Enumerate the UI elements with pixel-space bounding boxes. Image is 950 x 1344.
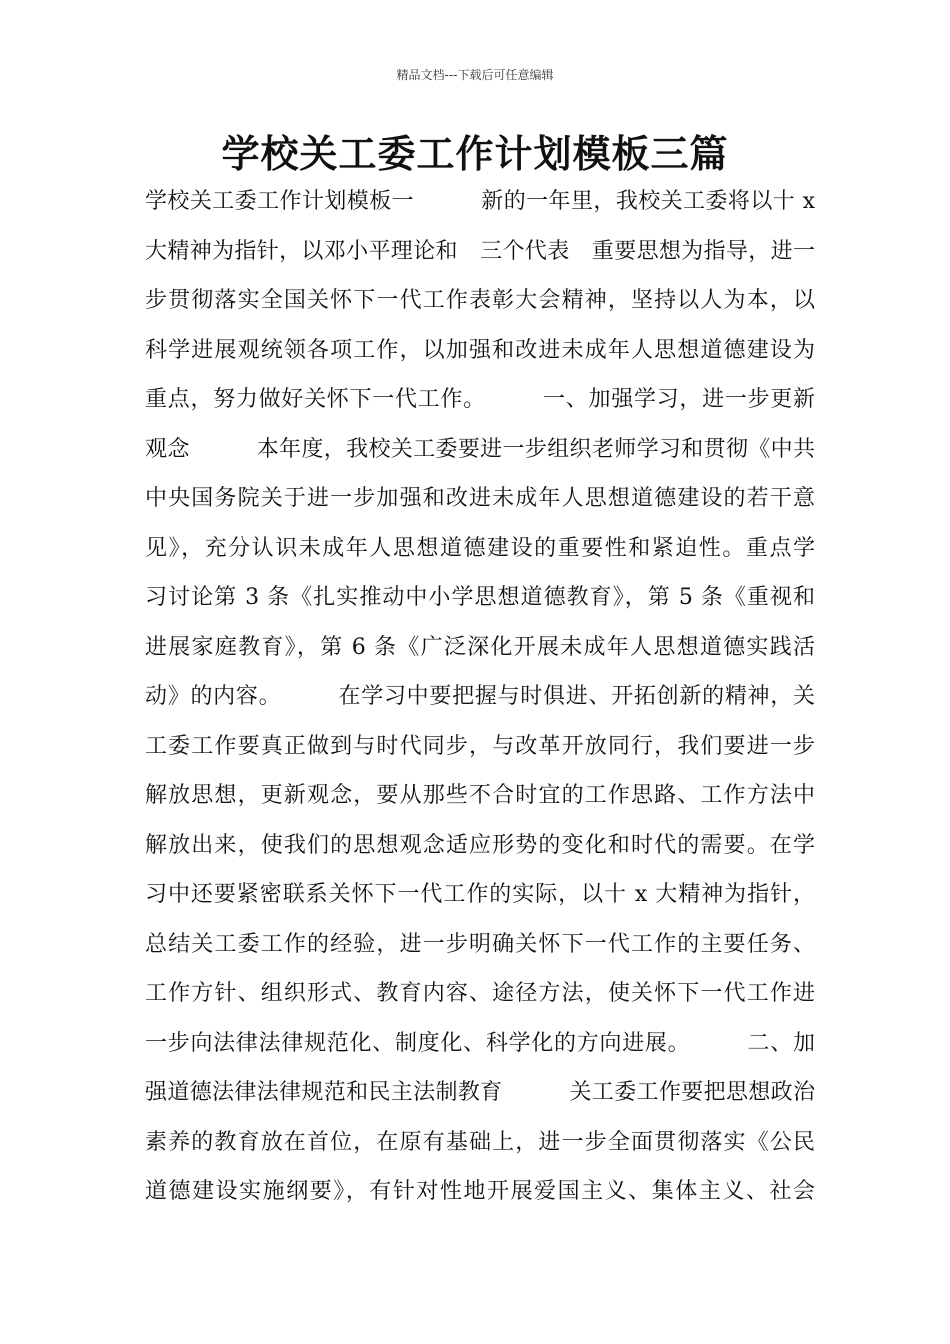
body-line: 解放思想，更新观念，要从那些不合时宜的工作思路、工作方法中: [145, 783, 815, 808]
body-line: 步贯彻落实全国关怀下一代工作表彰大会精神，坚持以人为本，以: [145, 288, 815, 313]
body-line: 习讨论第 3 条《扎实推动中小学思想道德教育》，第 5 条《重视和: [145, 585, 815, 610]
header-note: 精品文档---下载后可任意编辑: [396, 68, 554, 82]
body-line: 学校关工委工作计划模板一 新的一年里，我校关工委将以十 x: [145, 189, 815, 214]
body-line: 素养的教育放在首位，在原有基础上，进一步全面贯彻落实《公民: [145, 1129, 815, 1155]
document-title: 学校关工委工作计划模板三篇: [221, 132, 729, 176]
body-line: 总结关工委工作的经验，进一步明确关怀下一代工作的主要任务、: [145, 931, 815, 957]
body-line: 进展家庭教育》，第 6 条《广泛深化开展未成年人思想道德实践活: [145, 634, 815, 660]
body-line: 动》的内容。 在学习中要把握与时俱进、开拓创新的精神，关: [145, 684, 815, 709]
body-line: 道德建设实施纲要》，有针对性地开展爱国主义、集体主义、社会: [145, 1179, 815, 1204]
body-line: 工作方针、组织形式、教育内容、途径方法，使关怀下一代工作进: [145, 981, 815, 1006]
body-line: 观念 本年度，我校关工委要进一步组织老师学习和贯彻《中共: [145, 436, 815, 462]
body-line: 工委工作要真正做到与时代同步，与改革开放同行，我们要进一步: [145, 733, 815, 759]
body-line: 解放出来，使我们的思想观念适应形势的变化和时代的需要。在学: [145, 832, 815, 858]
body-line: 中央国务院关于进一步加强和改进未成年人思想道德建设的若干意: [145, 486, 815, 511]
body-line: 重点，努力做好关怀下一代工作。 一、加强学习，进一步更新: [145, 387, 815, 412]
document-body: [145, 177, 815, 1217]
body-line: 习中还要紧密联系关怀下一代工作的实际，以十 x 大精神为指针，: [145, 882, 815, 907]
body-line: 科学进展观统领各项工作，以加强和改进未成年人思想道德建设为: [145, 337, 815, 363]
body-line: 一步向法律法律规范化、制度化、科学化的方向进展。 二、加: [145, 1030, 815, 1056]
body-line: 强道德法律法律规范和民主法制教育 关工委工作要把思想政治: [145, 1080, 815, 1105]
body-line: 见》，充分认识未成年人思想道德建设的重要性和紧迫性。重点学: [145, 535, 815, 561]
body-line: 大精神为指针，以邓小平理论和 三个代表 重要思想为指导，进一: [145, 238, 815, 264]
